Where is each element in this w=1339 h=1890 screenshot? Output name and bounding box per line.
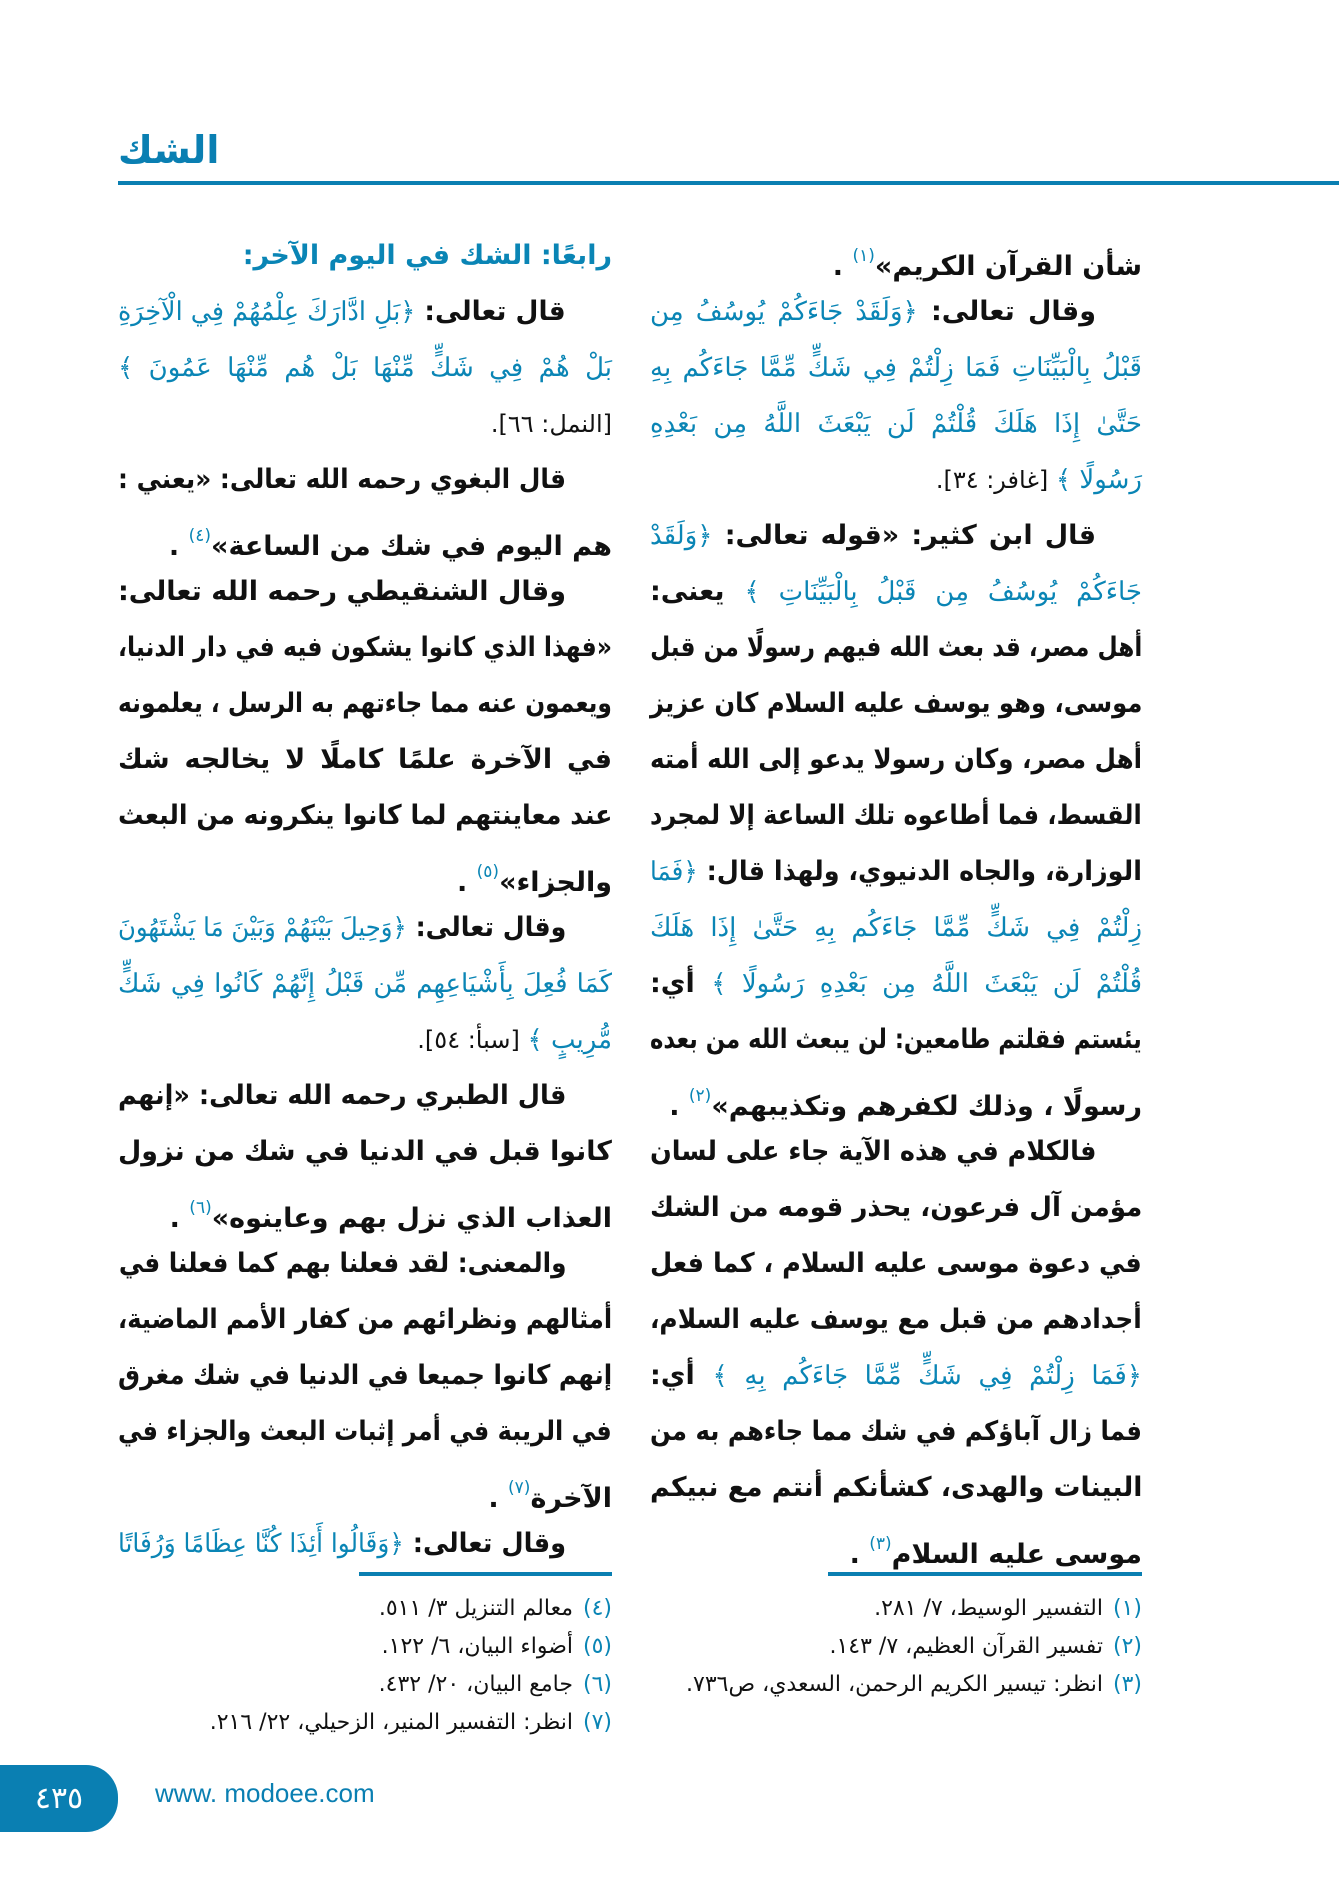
text-line-content — [650, 732, 1142, 788]
text-line — [650, 284, 1142, 340]
quran-verse: ﴿فَمَا زِلْتُمْ فِي شَكٍّ مِّمَّا جَاءَكُم بِهِ ﴾ — [712, 1361, 1142, 1391]
body-text: عند معاينتهم لما كانوا ينكرونه من البعث — [117, 800, 612, 831]
text-line — [650, 1012, 1142, 1068]
footnote — [650, 1628, 1142, 1666]
text-line — [650, 1348, 1142, 1404]
text-line — [650, 1180, 1142, 1236]
footnote-text: أضواء البيان، ٦/ ١٢٢. — [381, 1634, 573, 1659]
body-text: والجزاء» — [499, 867, 612, 898]
text-line-content — [650, 564, 1142, 620]
text-line — [650, 788, 1142, 844]
text-line-content — [118, 956, 612, 1012]
text-line — [650, 340, 1142, 396]
text-line-content — [650, 620, 1142, 676]
body-text: مؤمن آل فرعون، يحذر قومه من الشك — [649, 1192, 1142, 1223]
quran-verse: ﴿وَحِيلَ بَيْنَهُمْ وَبَيْنَ مَا يَشْتَهُونَ — [117, 913, 407, 943]
quran-verse: حَتَّىٰ إِذَا هَلَكَ قُلْتُمْ لَن يَبْعَثَ اللَّهُ مِن بَعْدِهِ — [650, 409, 1142, 439]
text-line-content — [118, 1348, 612, 1404]
text-line-content — [118, 1516, 566, 1572]
quran-verse: ﴿وَقَالُوا أَئِذَا كُنَّا عِظَامًا وَرُفَاتًا — [117, 1529, 404, 1559]
footnote-marker: (٧) — [508, 1478, 531, 1498]
footnote-number: (٦) — [582, 1672, 612, 1697]
body-text: أي: — [650, 968, 712, 999]
text-line — [650, 228, 1142, 284]
body-text: قال البغوي رحمه الله تعالى: «يعني : — [118, 464, 566, 495]
quran-verse: جَاءَكُمْ يُوسُفُ مِن قَبْلُ بِالْبَيِّنَاتِ ﴾ — [744, 577, 1142, 607]
text-line-content — [118, 676, 612, 732]
text-line-content — [650, 676, 1142, 732]
footnote-marker: (٥) — [476, 862, 500, 882]
body-text: . — [168, 531, 189, 562]
text-line — [650, 508, 1142, 564]
text-line-content — [118, 340, 612, 396]
body-text: . — [849, 1539, 870, 1570]
text-line — [118, 676, 612, 732]
footnotes-left — [118, 1590, 612, 1742]
text-line — [118, 1404, 612, 1460]
text-line — [118, 340, 612, 396]
footnote-marker: (٣) — [869, 1534, 892, 1554]
body-text: وقال تعالى: — [406, 912, 566, 943]
text-line — [118, 396, 612, 452]
text-line-content — [650, 396, 1142, 452]
footnote — [118, 1666, 612, 1704]
text-line — [650, 396, 1142, 452]
text-line — [650, 1236, 1142, 1292]
body-text: في الريبة في أمر إثبات البعث والجزاء في — [118, 1416, 612, 1447]
body-text: . — [832, 251, 853, 282]
body-text: هم اليوم في شك من الساعة» — [211, 531, 612, 562]
body-text: موسى، وهو يوسف عليه السلام كان عزيز — [649, 688, 1142, 719]
text-line — [650, 620, 1142, 676]
quran-verse: مُّرِيبٍ ﴾ — [527, 1025, 612, 1055]
body-text: وقال تعالى: — [403, 1528, 566, 1559]
text-line — [118, 620, 612, 676]
body-text: العذاب الذي نزل بهم وعاينوه» — [211, 1203, 612, 1234]
text-line — [650, 1124, 1142, 1180]
text-line — [118, 1460, 612, 1516]
body-text: الآخرة — [530, 1483, 612, 1514]
body-text: الوزارة، والجاه الدنيوي، ولهذا قال: — [697, 856, 1142, 887]
body-text: رسولًا ، وذلك لكفرهم وتكذيبهم» — [711, 1091, 1142, 1122]
footnote-marker: (٢) — [688, 1086, 712, 1106]
body-text: أهل مصر، قد بعث الله فيهم رسولًا من قبل — [649, 632, 1142, 663]
text-line-content — [118, 1404, 612, 1460]
header-divider — [118, 181, 1339, 185]
text-line — [118, 284, 612, 340]
text-line-content — [650, 1012, 1142, 1068]
text-line-content — [650, 1404, 1142, 1460]
text-line — [650, 956, 1142, 1012]
body-text: في الآخرة علمًا كاملًا لا يخالجه شك — [118, 744, 612, 775]
body-text: . — [169, 1203, 190, 1234]
text-line — [118, 564, 612, 620]
text-line-content — [650, 1180, 1142, 1236]
footnote-number: (٥) — [582, 1634, 612, 1659]
footnote — [650, 1666, 1142, 1704]
verse-reference: [غافر: ٣٤]. — [935, 466, 1056, 494]
footnote-number: (٢) — [1112, 1634, 1142, 1659]
page-header-title: الشك — [118, 128, 220, 172]
footnote-text: التفسير الوسيط، ٧/ ٢٨١. — [874, 1596, 1103, 1621]
text-line — [118, 844, 612, 900]
text-line-content — [491, 396, 612, 452]
body-text: . — [456, 867, 477, 898]
footnote-text: معالم التنزيل ٣/ ٥١١. — [378, 1596, 573, 1621]
text-line — [118, 1012, 612, 1068]
text-line — [118, 788, 612, 844]
text-line — [650, 1516, 1142, 1572]
text-line — [650, 1404, 1142, 1460]
footnote-text: انظر: التفسير المنير، الزحيلي، ٢٢/ ٢١٦. — [209, 1710, 573, 1735]
footnote-marker: (٦) — [189, 1198, 212, 1218]
body-text: قال ابن كثير: «قوله تعالى: — [712, 520, 1096, 551]
text-line-content — [650, 1348, 1142, 1404]
footnote-text: انظر: تيسير الكريم الرحمن، السعدي، ص٧٣٦. — [686, 1672, 1103, 1697]
body-text: وقال تعالى: — [917, 296, 1096, 327]
body-text: موسى عليه السلام — [891, 1539, 1142, 1570]
text-line — [650, 1292, 1142, 1348]
text-line — [118, 1180, 612, 1236]
text-line — [650, 900, 1142, 956]
page-number: ٤٣٥ — [0, 1765, 118, 1832]
quran-verse: قُلْتُمْ لَن يَبْعَثَ اللَّهُ مِن بَعْدِهِ رَسُولًا ﴾ — [711, 969, 1143, 999]
text-line-content — [118, 1292, 612, 1348]
text-line — [118, 508, 612, 564]
text-line-content — [118, 284, 566, 340]
text-line — [650, 844, 1142, 900]
text-line — [118, 1124, 612, 1180]
text-line-content — [650, 788, 1142, 844]
text-line-content — [650, 340, 1142, 396]
footnote-number: (١) — [1112, 1596, 1142, 1621]
text-line-content — [650, 1236, 1142, 1292]
text-line-content — [650, 1124, 1096, 1180]
text-line-content — [118, 620, 612, 676]
text-line — [118, 228, 612, 284]
body-text: في دعوة موسى عليه السلام ، كما فعل — [650, 1248, 1142, 1279]
text-line-content — [243, 228, 612, 284]
quran-verse: رَسُولًا ﴾ — [1055, 465, 1142, 495]
footnote-text: تفسير القرآن العظيم، ٧/ ١٤٣. — [829, 1634, 1103, 1659]
text-line — [650, 1460, 1142, 1516]
text-line-content — [650, 844, 1142, 900]
body-text: يئستم فقلتم طامعين: لن يبعث الله من بعده — [650, 1024, 1142, 1055]
text-line — [118, 956, 612, 1012]
text-line-content — [118, 564, 566, 620]
text-line-content — [118, 452, 566, 508]
body-text: أي: — [650, 1360, 713, 1391]
text-line-content — [118, 1236, 566, 1292]
body-text: يعنى: — [650, 576, 745, 607]
text-line-content — [936, 452, 1142, 508]
text-line-content — [118, 1068, 566, 1124]
body-text: قال تعالى: — [415, 296, 566, 327]
right-text-column — [650, 228, 1142, 1572]
body-text: القسط، فما أطاعوه تلك الساعة إلا لمجرد — [650, 800, 1142, 831]
body-text: . — [488, 1483, 509, 1514]
footnote — [118, 1628, 612, 1666]
footnote — [650, 1590, 1142, 1628]
left-text-column — [118, 228, 612, 1572]
quran-verse: ﴿بَلِ ادَّارَكَ عِلْمُهُمْ فِي الْآخِرَةِ — [118, 297, 416, 327]
quran-verse: قَبْلُ بِالْبَيِّنَاتِ فَمَا زِلْتُمْ فِي شَكٍّ مِّمَّا جَاءَكُم بِهِ — [650, 353, 1142, 383]
text-line — [118, 1236, 612, 1292]
text-line-content — [650, 284, 1096, 340]
body-text: شأن القرآن الكريم» — [874, 251, 1142, 282]
quran-verse: ﴿وَلَقَدْ جَاءَكُمْ يُوسُفُ مِن — [650, 297, 918, 327]
text-line — [650, 452, 1142, 508]
text-line — [118, 452, 612, 508]
website-link[interactable]: www. modoee.com — [155, 1778, 375, 1808]
body-text: . — [669, 1091, 689, 1122]
footnote — [118, 1704, 612, 1742]
quran-verse: بَلْ هُمْ فِي شَكٍّ مِّنْهَا بَلْ هُم مِّنْهَا عَمُونَ ﴾ — [118, 353, 612, 383]
text-line — [650, 676, 1142, 732]
text-line-content — [417, 1012, 612, 1068]
text-line-content — [118, 900, 566, 956]
body-text: فما زال آباؤكم في شك مما جاءهم به من — [649, 1416, 1142, 1447]
text-line — [118, 1348, 612, 1404]
body-text: «فهذا الذي كانوا يشكون فيه في دار الدنيا، — [117, 632, 612, 663]
text-line-content — [118, 1124, 612, 1180]
footnote-number: (٧) — [582, 1710, 612, 1735]
text-line-content — [650, 1460, 1142, 1516]
quran-verse: زِلْتُمْ فِي شَكٍّ مِّمَّا جَاءَكُم بِهِ حَتَّىٰ إِذَا هَلَكَ — [650, 913, 1142, 943]
verse-reference: [النمل: ٦٦]. — [490, 410, 612, 438]
footnote-text: جامع البيان، ٢٠/ ٤٣٢. — [378, 1672, 573, 1697]
text-line — [118, 900, 612, 956]
text-line — [650, 1068, 1142, 1124]
text-line-content — [118, 788, 612, 844]
text-line-content — [650, 1292, 1142, 1348]
text-line — [118, 732, 612, 788]
body-text: ويعمون عنه مما جاءتهم به الرسل ، يعلمونه — [118, 688, 612, 719]
text-line — [118, 1516, 612, 1572]
footnote-marker: (١) — [852, 246, 875, 266]
quran-verse: كَمَا فُعِلَ بِأَشْيَاعِهِم مِّن قَبْلُ إِنَّهُمْ كَانُوا فِي شَكٍّ — [118, 969, 612, 999]
quran-verse: ﴿وَلَقَدْ — [650, 521, 713, 551]
body-text: كانوا قبل في الدنيا في شك من نزول — [118, 1136, 612, 1167]
footnotes-right — [650, 1590, 1142, 1704]
text-line-content — [650, 900, 1142, 956]
body-text: فالكلام في هذه الآية جاء على لسان — [649, 1136, 1096, 1167]
body-text: أمثالهم ونظرائهم من كفار الأمم الماضية، — [117, 1304, 612, 1335]
text-line-content — [118, 732, 612, 788]
section-heading: رابعًا: الشك في اليوم الآخر: — [242, 240, 612, 271]
footnote-number: (٤) — [582, 1596, 612, 1621]
body-text: إنهم كانوا جميعا في الدنيا في شك مغرق — [117, 1360, 612, 1391]
text-line-content — [650, 956, 1142, 1012]
body-text: أهل مصر، وكان رسولا يدعو إلى الله أمته — [650, 744, 1142, 775]
text-line-content — [650, 508, 1096, 564]
body-text: وقال الشنقيطي رحمه الله تعالى: — [118, 576, 566, 607]
body-text: والمعنى: لقد فعلنا بهم كما فعلنا في — [118, 1248, 566, 1279]
footnote-number: (٣) — [1112, 1672, 1142, 1697]
footnote-marker: (٤) — [188, 526, 211, 546]
text-line — [650, 564, 1142, 620]
footnote-divider-left — [359, 1572, 612, 1576]
text-line — [118, 1292, 612, 1348]
footnote-divider-right — [828, 1572, 1142, 1576]
body-text: البينات والهدى، كشأنكم أنتم مع نبيكم — [649, 1472, 1142, 1503]
text-line — [118, 1068, 612, 1124]
verse-reference: [سبأ: ٥٤]. — [417, 1026, 528, 1054]
text-line — [650, 732, 1142, 788]
body-text: قال الطبري رحمه الله تعالى: «إنهم — [117, 1080, 566, 1111]
footnote — [118, 1590, 612, 1628]
quran-verse: ﴿فَمَا — [650, 857, 698, 887]
body-text: أجدادهم من قبل مع يوسف عليه السلام، — [650, 1304, 1142, 1335]
